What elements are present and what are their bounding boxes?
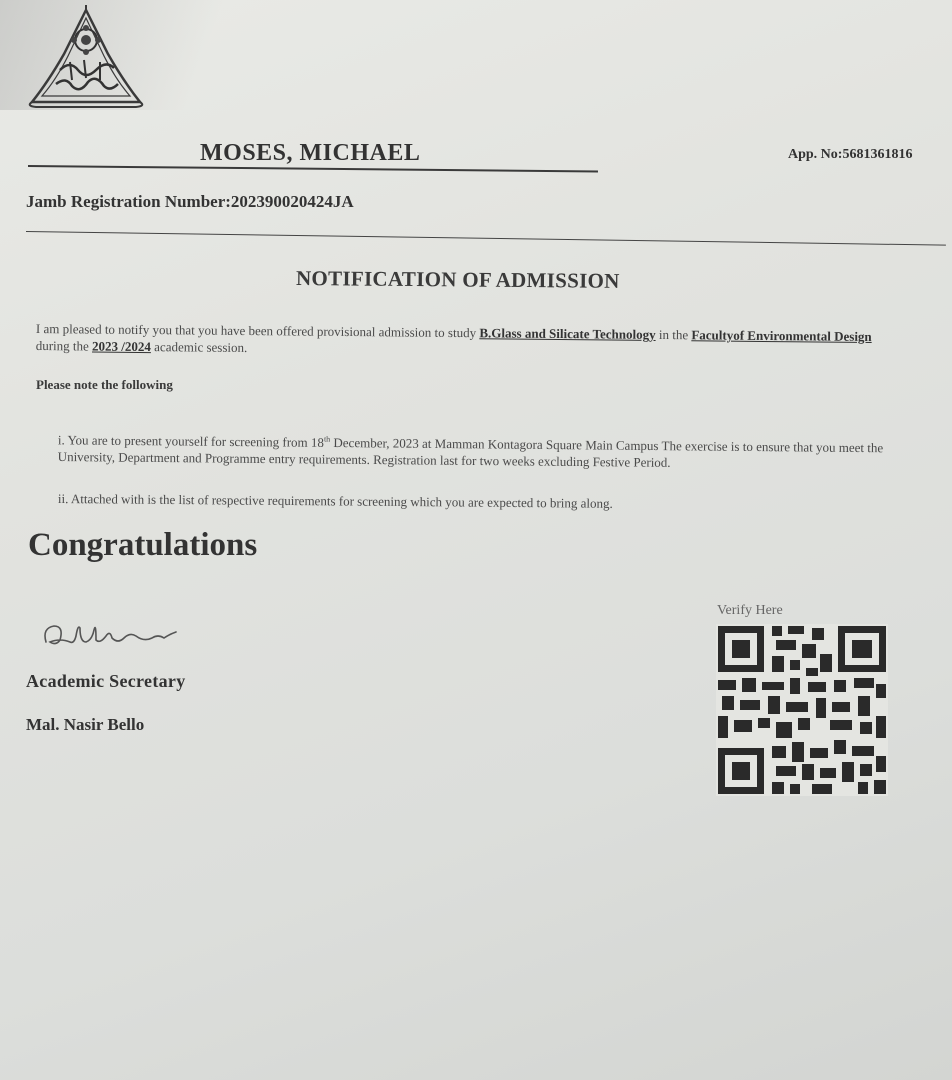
item1-prefix: i. You are to present yourself for screening from 18 bbox=[57, 432, 325, 450]
item1-superscript: th bbox=[323, 434, 331, 444]
jamb-registration bbox=[26, 192, 354, 212]
note-heading: Please note the following bbox=[36, 377, 173, 392]
candidate-name: MOSES, MICHAEL bbox=[200, 140, 421, 166]
verify-label: Verify Here bbox=[717, 603, 783, 618]
header-divider bbox=[26, 231, 946, 246]
admission-paragraph bbox=[36, 320, 876, 362]
programme-name: B.Glass and Silicate Technology bbox=[479, 325, 656, 342]
university-crest-icon bbox=[26, 4, 146, 112]
para-intro: I am pleased to notify you that you have been offered provisional admission to study bbox=[35, 320, 480, 341]
application-number: App. No:5681361816 bbox=[788, 147, 913, 162]
para-end: academic session. bbox=[150, 339, 248, 356]
signatory-title: Academic Secretary bbox=[26, 671, 186, 691]
congratulations-text: Congratulations bbox=[28, 527, 258, 563]
para-during: during the bbox=[35, 337, 93, 354]
qr-code-icon[interactable] bbox=[716, 624, 888, 796]
letter-heading: NOTIFICATION OF ADMISSION bbox=[295, 266, 620, 293]
jamb-number: 202390020424JA bbox=[230, 192, 354, 211]
signature-icon bbox=[40, 614, 190, 654]
signatory-name: Mal. Nasir Bello bbox=[26, 715, 145, 734]
para-in-the: in the bbox=[655, 326, 692, 343]
faculty-name: Facultyof Environmental Design bbox=[691, 327, 872, 345]
note-item-1 bbox=[58, 428, 928, 474]
note-item-2: ii. Attached with is the list of respective requirements for screening which you are expected to bring along. bbox=[57, 490, 613, 511]
jamb-label: Jamb Registration Number: bbox=[26, 192, 231, 211]
academic-session: 2023 /2024 bbox=[92, 338, 152, 355]
item1-rest: December, 2023 at Mamman Kontagora Square Main Campus The exercise is to ensure that you meet the University, Department and Programme entry requirements. Registration last for two weeks excluding Festive Period. bbox=[57, 434, 884, 471]
